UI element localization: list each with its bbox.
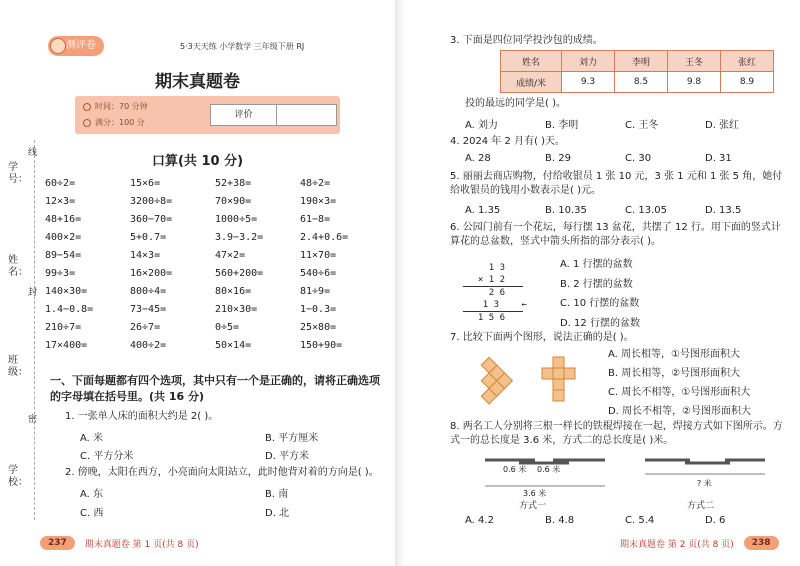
overlap-label-2: 0.6 米 bbox=[537, 465, 561, 474]
calc-item: 52+38= bbox=[215, 178, 252, 189]
table-cell: 8.9 bbox=[721, 72, 774, 93]
calc-item: 540÷6= bbox=[300, 268, 337, 279]
calc-item: 800÷4= bbox=[130, 286, 167, 297]
mental-math-grid bbox=[45, 178, 385, 358]
q7-shapes bbox=[457, 355, 597, 405]
q4-option-d[interactable]: D. 31 bbox=[705, 153, 732, 164]
calc-row bbox=[45, 286, 385, 304]
overlap-label-1: 0.6 米 bbox=[503, 465, 527, 474]
calc-item: 15×6= bbox=[130, 178, 161, 189]
q1-option-c[interactable]: C. 平方分米 bbox=[80, 451, 134, 462]
q3-option-b[interactable]: B. 李明 bbox=[545, 120, 579, 131]
left-page bbox=[0, 0, 395, 566]
q3-option-c[interactable]: C. 王冬 bbox=[625, 120, 659, 131]
question-5: 5. 丽丽去商店购物，付给收银员 1 张 10 元，3 张 1 元和 1 张 5 角，她付给收银员的钱用小数表示是( )元。 bbox=[450, 171, 783, 196]
question-1: 1. 一张单人床的面积大约是 2( )。 bbox=[65, 411, 219, 422]
q3-option-a[interactable]: A. 刘力 bbox=[465, 120, 499, 131]
calc-item: 190×3= bbox=[300, 196, 337, 207]
q2-options-row2 bbox=[80, 504, 289, 519]
calc-item: 61−8= bbox=[300, 214, 331, 225]
score-box bbox=[210, 104, 337, 126]
calc-item: 560+200= bbox=[215, 268, 264, 279]
calc-row bbox=[45, 268, 385, 286]
calc-item: 210÷7= bbox=[45, 322, 82, 333]
table-cell: 王冬 bbox=[668, 51, 721, 72]
method-1-total: 3.6 米 bbox=[523, 489, 547, 498]
method-2-rods bbox=[645, 460, 765, 463]
calc-row bbox=[45, 196, 385, 214]
q8-option-c[interactable]: C. 5.4 bbox=[625, 515, 655, 526]
mascot-icon bbox=[50, 38, 66, 54]
q8-option-a[interactable]: A. 4.2 bbox=[465, 515, 494, 526]
q3-option-d[interactable]: D. 张红 bbox=[705, 120, 740, 131]
calc-item: 1.4−0.8= bbox=[45, 304, 94, 315]
time-row bbox=[83, 101, 148, 112]
student-info-sidebar bbox=[0, 140, 40, 520]
question-7: 7. 比较下面两个图形，说法正确的是( )。 bbox=[450, 332, 634, 343]
table-cell: 刘力 bbox=[562, 51, 615, 72]
score-field[interactable] bbox=[277, 105, 336, 125]
calc-item: 47×2= bbox=[215, 250, 246, 261]
q6-option-a[interactable]: A. 1 行摆的盆数 bbox=[560, 259, 633, 270]
q8-option-b[interactable]: B. 4.8 bbox=[545, 515, 575, 526]
student-name-label: 姓名： bbox=[8, 255, 28, 278]
calc-item: 70×90= bbox=[215, 196, 252, 207]
calc-row bbox=[45, 232, 385, 250]
student-id-label: 学号： bbox=[8, 162, 28, 185]
table-cell: 9.8 bbox=[668, 72, 721, 93]
question-3-prompt: 投的最远的同学是( )。 bbox=[465, 98, 566, 109]
score-table bbox=[500, 50, 774, 93]
table-cell: 张红 bbox=[721, 51, 774, 72]
calc-item: 73−45= bbox=[130, 304, 167, 315]
method-1-caption: 方式一 bbox=[519, 501, 547, 511]
calc-line: 2 6 bbox=[488, 288, 505, 298]
table-cell: 姓名 bbox=[501, 51, 562, 72]
seal-line-text: 线 bbox=[28, 148, 38, 158]
calc-item: 2.4+0.6= bbox=[300, 232, 349, 243]
calc-item: 81÷9= bbox=[300, 286, 331, 297]
calc-item: 48÷2= bbox=[300, 178, 331, 189]
calc-item: 5+0.7= bbox=[130, 232, 167, 243]
calc-item: 1000÷5= bbox=[215, 214, 258, 225]
part1-title: 一、下面每题都有四个选项，其中只有一个是正确的，请将正确选项的字母填在括号里。(共 16 分) bbox=[50, 374, 380, 403]
q6-option-c[interactable]: C. 10 行摆的盆数 bbox=[560, 298, 640, 309]
series-header: 5·3天天练 小学数学 三年级下册 RJ bbox=[180, 42, 305, 51]
calc-item: 99÷3= bbox=[45, 268, 76, 279]
clock-icon bbox=[83, 103, 91, 111]
q6-options bbox=[560, 255, 640, 333]
page-title: 期末真题卷 bbox=[155, 72, 240, 92]
calc-item: 12×3= bbox=[45, 196, 76, 207]
check-icon bbox=[83, 119, 91, 127]
class-label: 班级： bbox=[8, 355, 28, 378]
q3-options bbox=[465, 116, 739, 131]
q2-option-c[interactable]: C. 西 bbox=[80, 508, 104, 519]
q5-option-c[interactable]: C. 13.05 bbox=[625, 205, 667, 216]
calc-item: 25×80= bbox=[300, 322, 337, 333]
footer-text: 期末真题卷 第 2 页(共 8 页) bbox=[620, 539, 734, 550]
seal-secret-text: 密 bbox=[28, 415, 38, 425]
q5-option-d[interactable]: D. 13.5 bbox=[705, 205, 742, 216]
left-footer bbox=[40, 534, 199, 552]
calc-item: 3.9−3.2= bbox=[215, 232, 264, 243]
q2-options-row1 bbox=[80, 485, 288, 500]
calc-item: 48+16= bbox=[45, 214, 82, 225]
method-2-unknown: ? 米 bbox=[697, 479, 712, 488]
book-gutter bbox=[395, 0, 405, 566]
calc-item: 50×14= bbox=[215, 340, 252, 351]
calc-item: 1−0.3= bbox=[300, 304, 337, 315]
school-label: 学校： bbox=[8, 465, 28, 488]
table-row bbox=[501, 72, 774, 93]
table-cell: 8.5 bbox=[615, 72, 668, 93]
q7-option-c[interactable]: C. 周长不相等，①号图形面积大 bbox=[608, 387, 751, 398]
seal-seal-text: 封 bbox=[28, 288, 38, 298]
calc-item: 60÷2= bbox=[45, 178, 76, 189]
shape-2 bbox=[542, 357, 575, 401]
section-title: 口算(共 10 分) bbox=[151, 154, 244, 169]
q5-options bbox=[465, 205, 741, 216]
q4-option-b[interactable]: B. 29 bbox=[545, 153, 571, 164]
table-header-row bbox=[501, 51, 774, 72]
full-score-row bbox=[83, 117, 145, 128]
calc-row bbox=[45, 304, 385, 322]
page-number: 237 bbox=[40, 536, 75, 550]
calc-line: 1 3 bbox=[488, 263, 505, 273]
exam-info-box bbox=[75, 96, 340, 134]
calc-line: × 1 2 bbox=[463, 274, 523, 287]
q2-option-d[interactable]: D. 北 bbox=[265, 508, 290, 519]
q4-option-c[interactable]: C. 30 bbox=[625, 153, 652, 164]
calc-item: 14×3= bbox=[130, 250, 161, 261]
table-cell: 李明 bbox=[615, 51, 668, 72]
q7-option-d[interactable]: D. 周长不相等，②号图形面积大 bbox=[608, 406, 752, 417]
table-cell: 9.3 bbox=[562, 72, 615, 93]
q4-options bbox=[465, 153, 732, 164]
badge-label: 测评卷 bbox=[66, 40, 96, 51]
q7-option-a[interactable]: A. 周长相等，①号图形面积大 bbox=[608, 349, 740, 360]
calc-row bbox=[45, 322, 385, 340]
q1-options-row2 bbox=[80, 447, 309, 462]
score-label: 评价 bbox=[211, 105, 277, 125]
q4-option-a[interactable]: A. 28 bbox=[465, 153, 491, 164]
calc-row bbox=[45, 214, 385, 232]
question-4: 4. 2024 年 2 月有( )天。 bbox=[450, 136, 566, 147]
calc-item: 80×16= bbox=[215, 286, 252, 297]
calc-item: 140×30= bbox=[45, 286, 88, 297]
right-footer bbox=[620, 534, 779, 552]
q2-option-b[interactable]: B. 南 bbox=[265, 489, 289, 500]
q1-option-d[interactable]: D. 平方米 bbox=[265, 451, 310, 462]
calc-item: 16×200= bbox=[130, 268, 173, 279]
calc-digits: 1 3 bbox=[482, 300, 499, 310]
calc-row bbox=[45, 340, 385, 358]
question-6: 6. 公园门前有一个花坛，每行摆 13 盆花，共摆了 12 行。用下面的竖式计算花的总盆数，竖式中箭头所指的部分表示( )。 bbox=[450, 222, 781, 247]
full-score-text: 满分：100 分 bbox=[95, 118, 145, 127]
page-number: 238 bbox=[744, 536, 779, 550]
calc-item: 26÷7= bbox=[130, 322, 161, 333]
q6-option-d[interactable]: D. 12 行摆的盆数 bbox=[560, 317, 640, 329]
q1-option-a[interactable]: A. 米 bbox=[80, 433, 104, 444]
q8-option-d[interactable]: D. 6 bbox=[705, 515, 726, 526]
q6-option-b[interactable]: B. 2 行摆的盆数 bbox=[560, 278, 633, 290]
q5-option-b[interactable]: B. 10.35 bbox=[545, 205, 587, 216]
q8-options bbox=[465, 515, 725, 526]
q7-option-b[interactable]: B. 周长相等，②号图形面积大 bbox=[608, 368, 741, 379]
q2-option-a[interactable]: A. 东 bbox=[80, 489, 104, 500]
calc-row bbox=[45, 178, 385, 196]
right-page bbox=[405, 0, 800, 566]
calc-item: 360−70= bbox=[130, 214, 173, 225]
q5-option-a[interactable]: A. 1.35 bbox=[465, 205, 501, 216]
q7-options bbox=[608, 345, 751, 421]
calc-item: 0÷5= bbox=[215, 322, 240, 333]
time-text: 时间：70 分钟 bbox=[95, 102, 148, 111]
arrow-left-icon: ← bbox=[521, 300, 527, 310]
shape-1 bbox=[481, 357, 512, 404]
table-cell: 成绩/米 bbox=[501, 72, 562, 93]
calc-item: 11×70= bbox=[300, 250, 337, 261]
question-8: 8. 两名工人分别将三根一样长的铁棍焊接在一起，焊接方式如下图所示。方式一的总长度是 3.6 米，方式二的总长度是( )米。 bbox=[450, 421, 783, 446]
calc-item: 400÷2= bbox=[130, 340, 167, 351]
calc-item: 210×30= bbox=[215, 304, 258, 315]
q1-option-b[interactable]: B. 平方厘米 bbox=[265, 433, 319, 444]
q1-options-row1 bbox=[80, 429, 318, 444]
footer-text: 期末真题卷 第 1 页(共 8 页) bbox=[84, 539, 199, 550]
calc-item: 3200÷8= bbox=[130, 196, 173, 207]
test-badge bbox=[48, 36, 104, 56]
question-3: 3. 下面是四位同学投沙包的成绩。 bbox=[450, 35, 603, 46]
method-2-caption: 方式二 bbox=[687, 501, 715, 511]
calc-line bbox=[463, 299, 527, 312]
calc-item: 150+90= bbox=[300, 340, 343, 351]
vertical-multiplication bbox=[463, 262, 527, 324]
calc-item: 400×2= bbox=[45, 232, 82, 243]
calc-item: 17×400= bbox=[45, 340, 88, 351]
question-2: 2. 傍晚，太阳在西方，小亮面向太阳站立，此时他背对着的方向是( )。 bbox=[65, 467, 379, 478]
calc-item: 89−54= bbox=[45, 250, 82, 261]
calc-line: 1 5 6 bbox=[477, 313, 505, 323]
calc-row bbox=[45, 250, 385, 268]
